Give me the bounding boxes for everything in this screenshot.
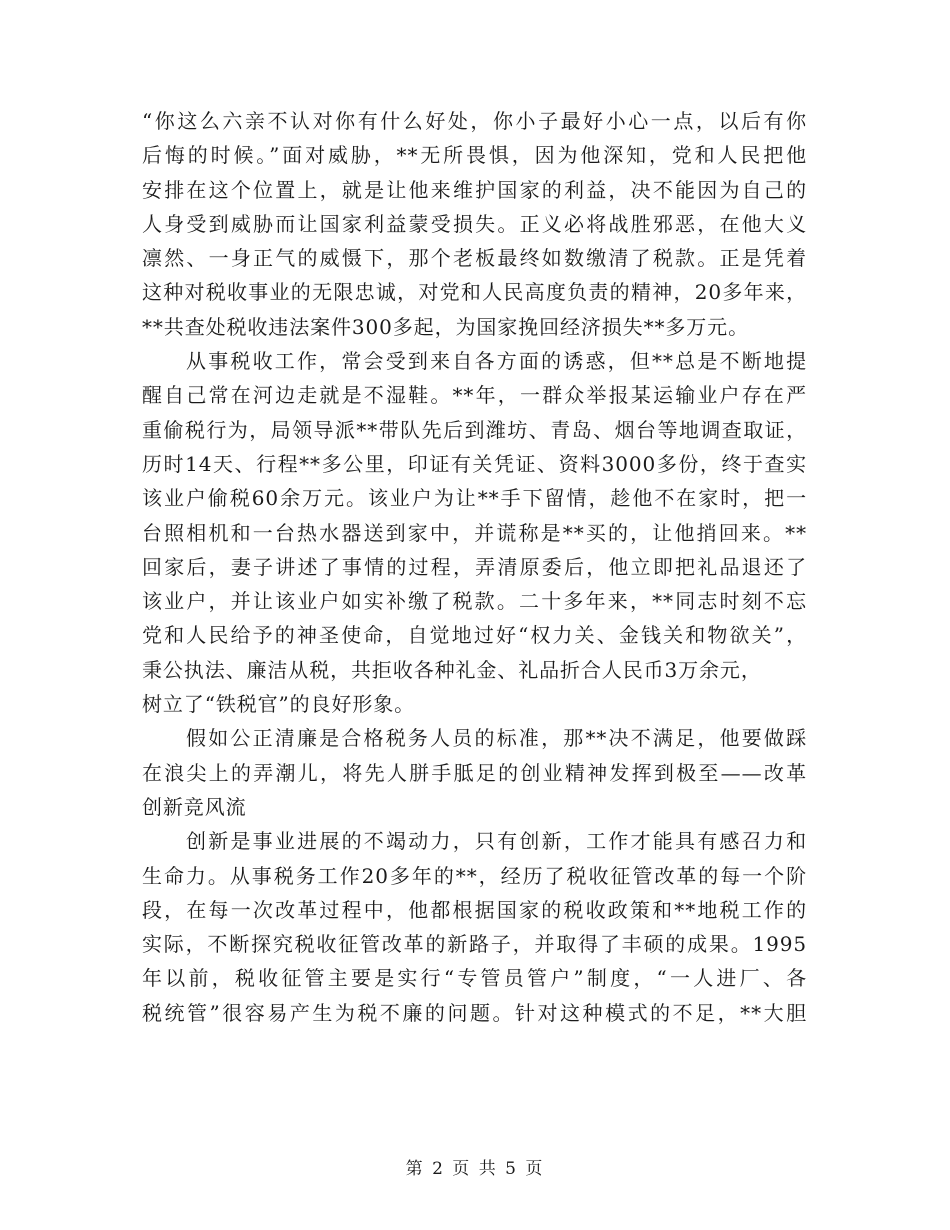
document-body — [142, 104, 807, 1030]
paragraph-2 — [142, 344, 807, 721]
text-line: 回家后，妻子讲述了事情的过程，弄清原委后，他立即把礼品退还了 — [142, 554, 807, 579]
text-line: 凛然、一身正气的威慑下，那个老板最终如数缴清了税款。正是凭着 — [142, 246, 807, 271]
text-line: **共查处税收违法案件300多起，为国家挽回经济损失**多万元。 — [142, 314, 749, 339]
text-line: 树立了“铁税官”的良好形象。 — [142, 692, 416, 717]
text-line: 这种对税收事业的无限忠诚，对党和人民高度负责的精神，20多年来， — [142, 280, 807, 305]
page-number-footer: 第 2 页 共 5 页 — [405, 1159, 545, 1179]
paragraph-4 — [142, 824, 807, 1030]
text-line: 该业户偷税60余万元。该业户为让**手下留情，趁他不在家时，把一 — [142, 486, 807, 511]
text-line: 年以前，税收征管主要是实行“专管员管户”制度，“一人进厂、各 — [142, 966, 807, 991]
text-line: 从事税收工作，常会受到来自各方面的诱惑，但**总是不断地提 — [186, 349, 807, 374]
text-line: 历时14天、行程**多公里，印证有关凭证、资料3000多份，终于查实 — [142, 451, 807, 476]
text-line: 假如公正清廉是合格税务人员的标准，那**决不满足，他要做踩 — [186, 726, 807, 751]
text-line: 秉公执法、廉洁从税，共拒收各种礼金、礼品折合人民币3万余元， — [142, 657, 762, 682]
paragraph-1 — [142, 104, 807, 344]
text-line: 实际，不断探究税收征管改革的新路子，并取得了丰硕的成果。1995 — [142, 932, 807, 957]
text-line: 段，在每一次改革过程中，他都根据国家的税收政策和**地税工作的 — [142, 897, 807, 922]
text-line: 创新竞风流 — [142, 794, 247, 819]
text-line: 后悔的时候。”面对威胁，**无所畏惧，因为他深知，党和人民把他 — [142, 143, 807, 168]
text-line: 生命力。从事税务工作20多年的**，经历了税收征管改革的每一个阶 — [142, 863, 807, 888]
text-line: 该业户，并让该业户如实补缴了税款。二十多年来，**同志时刻不忘 — [142, 589, 807, 614]
paragraph-3 — [142, 721, 807, 824]
text-line: 安排在这个位置上，就是让他来维护国家的利益，决不能因为自己的 — [142, 177, 807, 202]
text-line: 党和人民给予的神圣使命，自觉地过好“权力关、金钱关和物欲关”， — [142, 623, 807, 648]
text-line: 创新是事业进展的不竭动力，只有创新，工作才能具有感召力和 — [186, 829, 807, 854]
text-line: 在浪尖上的弄潮儿，将先人胼手胝足的创业精神发挥到极至——改革 — [142, 760, 807, 785]
text-line: 重偷税行为，局领导派**带队先后到潍坊、青岛、烟台等地调查取证， — [142, 417, 807, 442]
text-line: 人身受到威胁而让国家利益蒙受损失。正义必将战胜邪恶，在他大义 — [142, 211, 807, 236]
text-line: “你这么六亲不认对你有什么好处，你小子最好小心一点，以后有你 — [142, 109, 807, 133]
text-line: 税统管”很容易产生为税不廉的问题。针对这种模式的不足，**大胆 — [142, 1000, 807, 1025]
text-line: 台照相机和一台热水器送到家中，并谎称是**买的，让他捎回来。** — [142, 520, 807, 545]
text-line: 醒自己常在河边走就是不湿鞋。**年，一群众举报某运输业户存在严 — [142, 383, 807, 408]
